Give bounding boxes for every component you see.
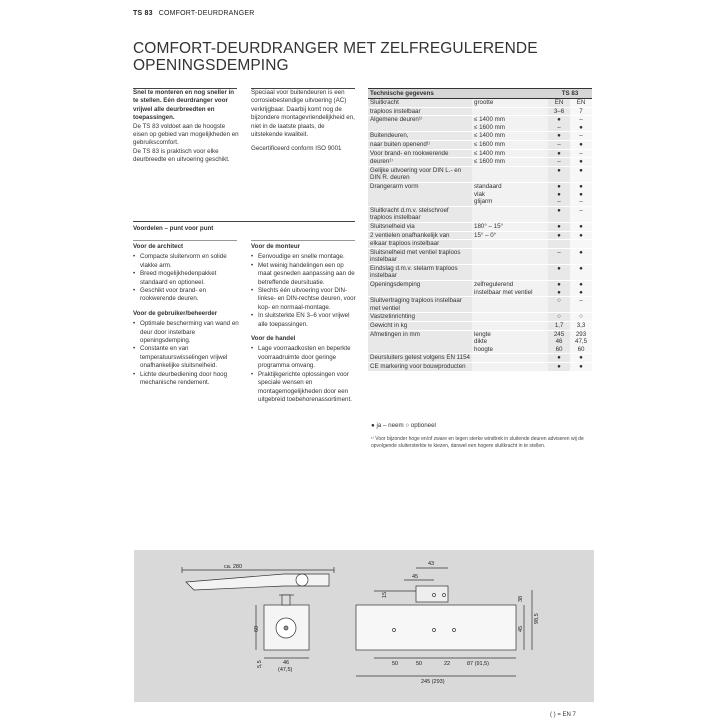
table-row	[368, 240, 592, 249]
table-cell: CE markering voor bouwproducten	[368, 363, 472, 371]
table-cell: ●	[548, 281, 570, 289]
table-cell: ●	[548, 363, 570, 371]
en7-note: ( ) = EN 7	[550, 712, 576, 718]
dim-5-5: 5,5	[257, 660, 263, 668]
table-row	[368, 107, 592, 116]
table-row	[368, 149, 592, 158]
table-cell	[472, 354, 548, 363]
table-cell	[472, 264, 548, 280]
table-cell: –	[570, 297, 592, 313]
table-cell: ●	[548, 116, 570, 124]
table-cell: ●	[570, 248, 592, 264]
table-cell: Vastzetinrichting	[368, 313, 472, 322]
table-cell: ●	[570, 281, 592, 289]
monteur-title: Voor de monteur	[251, 243, 301, 250]
table-cell	[368, 338, 472, 346]
table-cell: ●	[548, 289, 570, 297]
header-section: COMFORT-DEURDRANGER	[158, 10, 255, 17]
table-cell: ●	[570, 354, 592, 363]
table-cell: lengte	[472, 330, 548, 338]
table-cell: ≤ 1400 mm	[472, 132, 548, 141]
architect-list: • Compacte sluitervorm en solide vlakke arm. • Breed mogelijkhedenpakket standaard en optioneel. • Geschikt voor brand- en rookwerende deuren.	[133, 253, 241, 303]
intro-column: Snel te monteren en nog sneller in te stellen. Eén deurdranger voor vrijwel alle deurbreedten en toepassingen. De TS 83 voldoet aan de hoogste eisen op gebied van mogelijkheden en gebruikscomfort. De TS 83 is praktisch voor elke deurbreedte en uitvoering geschikt.	[133, 89, 239, 164]
dim-45: 45	[412, 574, 419, 580]
right-benefits	[251, 243, 357, 410]
table-cell	[472, 322, 548, 331]
table-cell: ●	[548, 149, 570, 158]
rule	[251, 240, 355, 241]
table-cell: Sluitsnelheid met ventiel traploos instelbaar	[368, 248, 472, 264]
table-cell: EN	[548, 99, 570, 108]
table-cell	[368, 191, 472, 199]
table-cell	[472, 206, 548, 222]
table-cell: ≤ 1400 mm	[472, 116, 548, 124]
table-cell: –	[570, 206, 592, 222]
table-cell	[472, 107, 548, 116]
table-cell: ●	[548, 191, 570, 199]
table-row	[368, 354, 592, 363]
table-row	[368, 363, 592, 371]
table-cell: ●	[548, 354, 570, 363]
table-cell: 47,5	[570, 338, 592, 346]
table-cell: –	[570, 132, 592, 141]
table-cell	[472, 240, 548, 249]
table-cell: ●	[548, 222, 570, 231]
table-row	[368, 206, 592, 222]
table-cell: ●	[548, 166, 570, 182]
table-cell: Sluitkracht	[368, 99, 472, 108]
dim-38: 38	[518, 595, 524, 602]
table-cell: ●	[548, 132, 570, 141]
table-row	[368, 297, 592, 313]
table-cell	[548, 240, 570, 249]
table-cell: naar buiten openend¹⁾	[368, 140, 472, 149]
table-cell: ●	[570, 222, 592, 231]
technical-drawing	[134, 550, 594, 702]
table-cell: 3–6	[548, 107, 570, 116]
dim-22: 22	[444, 661, 451, 667]
voordelen-heading: Voordelen – punt voor punt	[133, 225, 214, 232]
table-cell: ≤ 1600 mm	[472, 158, 548, 167]
dim-98-5: 98,5	[534, 613, 540, 624]
table-cell: ●	[570, 264, 592, 280]
table-cell	[472, 313, 548, 322]
table-cell: hoogte	[472, 346, 548, 354]
table-cell: grootte	[472, 99, 548, 108]
table-cell: 60	[570, 346, 592, 354]
page-header	[133, 10, 255, 17]
table-cell: ●	[570, 363, 592, 371]
arm-pivot	[296, 574, 308, 586]
dim-43: 43	[428, 561, 435, 567]
table-cell: Afmetingen in mm	[368, 330, 472, 338]
table-row	[368, 313, 592, 322]
table-cell: 180° – 15°	[472, 222, 548, 231]
table-cell: Deursluiters getest volgens EN 1154	[368, 354, 472, 363]
table-cell: –	[548, 124, 570, 132]
table-cell: Sluitvertraging traploos instelbaar met ventiel	[368, 297, 472, 313]
table-cell: ●	[570, 158, 592, 167]
tech-table	[368, 88, 592, 371]
table-cell: 15° – 0°	[472, 231, 548, 240]
table-cell: ●	[570, 182, 592, 190]
table-row	[368, 182, 592, 190]
table-row	[368, 99, 592, 108]
table-cell: vlak	[472, 191, 548, 199]
table-cell: –	[570, 116, 592, 124]
table-cell: ●	[548, 206, 570, 222]
table-cell: Sluitkracht d.m.v. stelschroef traploos instelbaar	[368, 206, 472, 222]
handel-list: • Lage voorraadkosten en beperkte voorraadruimte door geringe programma omvang. • Praktijkgerichte oplossingen voor speciale wensen en montagemogelijkheden door een uitgebreid toebehorenassortiment.	[251, 345, 357, 404]
table-row	[368, 124, 592, 132]
table-row	[368, 338, 592, 346]
rule	[133, 240, 237, 241]
table-row	[368, 132, 592, 141]
table-cell: Openingsdemping	[368, 281, 472, 289]
table-cell: Eindslag d.m.v. stelarm traploos instelbaar	[368, 264, 472, 280]
table-cell: 293	[570, 330, 592, 338]
table-cell: 245	[548, 330, 570, 338]
table-cell: –	[548, 198, 570, 206]
table-cell	[368, 289, 472, 297]
table-cell: elkaar traploos instelbaar	[368, 240, 472, 249]
table-row	[368, 281, 592, 289]
table-row	[368, 158, 592, 167]
table-cell: 1,7	[548, 322, 570, 331]
table-cell: ≤ 1600 mm	[472, 140, 548, 149]
table-cell: ●	[548, 182, 570, 190]
table-row	[368, 231, 592, 240]
table-cell	[472, 166, 548, 182]
dim-15: 15	[382, 591, 388, 598]
table-cell	[368, 198, 472, 206]
dim-46: 46	[283, 660, 290, 666]
table-cell: ●	[570, 191, 592, 199]
table-cell: ●	[570, 231, 592, 240]
table-cell: Gewicht in kg	[368, 322, 472, 331]
table-cell: Gelijke uitvoering voor DIN L.- en DIN R. deuren	[368, 166, 472, 182]
table-cell	[472, 363, 548, 371]
dim-47-5: (47,5)	[278, 667, 293, 673]
table-row	[368, 346, 592, 354]
table-cell	[368, 124, 472, 132]
table-cell: Buitendeuren,	[368, 132, 472, 141]
rule	[133, 221, 355, 222]
table-cell: ●	[570, 140, 592, 149]
handel-title: Voor de handel	[251, 335, 296, 343]
page-title: COMFORT-DEURDRANGER MET ZELFREGULERENDE OPENINGSDEMPING	[133, 40, 538, 74]
table-cell: Drangerarm vorm	[368, 182, 472, 190]
monteur-list: • Eenvoudige en snelle montage. • Met weinig handelingen een op maat gesneden aanpassing aan de betreffende deursituatie. • Slechts één uitvoering voor DIN-linkse- en DIN-rechtse deuren, voor kop- en normaal-montage. • In sluitsterkte EN 3–6 voor vrijwel alle toepassingen.	[251, 253, 357, 329]
table-cell: ≤ 1400 mm	[472, 149, 548, 158]
table-cell: dikte	[472, 338, 548, 346]
tech-table-header: Technische gegevens TS 83	[368, 89, 592, 99]
table-row	[368, 166, 592, 182]
table-cell: ●	[548, 264, 570, 280]
drawing-svg	[134, 550, 594, 702]
dim-87: 87 (91,5)	[467, 661, 490, 667]
table-cell: –	[548, 248, 570, 264]
table-cell: 3,3	[570, 322, 592, 331]
dim-45b: 45	[518, 625, 524, 632]
table-cell: glijarm	[472, 198, 548, 206]
table-row	[368, 248, 592, 264]
gebruiker-title: Voor de gebruiker/beheerder	[133, 309, 218, 317]
table-cell: ●	[548, 231, 570, 240]
table-cell	[570, 240, 592, 249]
model-code: TS 83	[133, 10, 153, 17]
table-cell: 60	[548, 346, 570, 354]
dim-245: 245 (293)	[421, 679, 445, 685]
table-row	[368, 198, 592, 206]
table-cell: deuren¹⁾	[368, 158, 472, 167]
table-cell: 7	[570, 107, 592, 116]
architect-title: Voor de architect	[133, 243, 184, 250]
closer-body-front	[356, 605, 516, 650]
intro-column-2: Speciaal voor buitendeuren is een corrosiebestendige uitvoering (AC) verkrijgbaar. Daarbij komt nog de bijzondere montagevriendelijkheid en, niet in de laatste plaats, de uitstekende kwaliteit. Gecertificeerd conform ISO 9001	[251, 89, 355, 153]
footnote: ¹⁾ Voor bijzonder hoge en/of zware en tegen sterke windtrek in sluitende deuren adviseren wij de opvolgende sluitersterkte te kiezen, danwel een hogere sluitkracht in te stellen.	[371, 436, 584, 449]
table-cell: –	[570, 149, 592, 158]
dim-ca280: ca. 280	[224, 564, 243, 570]
table-row	[368, 330, 592, 338]
table-cell	[472, 297, 548, 313]
table-cell: ●	[570, 166, 592, 182]
table-cell: Sluitsnelheid via	[368, 222, 472, 231]
table-cell: Voor brand- en rookwerende	[368, 149, 472, 158]
gebruiker-list: • Optimale bescherming van wand en deur door instelbare openingsdemping. • Constante en van temperatuurswisselingen vrijwel onafhankelijke sluitsnelheid. • Lichte deurbediening door hoog mechanische rendement.	[133, 320, 241, 387]
table-cell	[472, 248, 548, 264]
table-cell: ○	[570, 313, 592, 322]
table-cell: Algemene deuren¹⁾	[368, 116, 472, 124]
dim-50a: 50	[392, 661, 399, 667]
table-cell: instelbaar met ventiel	[472, 289, 548, 297]
table-row	[368, 264, 592, 280]
table-cell: ○	[548, 297, 570, 313]
table-cell: –	[570, 198, 592, 206]
left-benefits	[133, 243, 241, 394]
table-cell	[368, 346, 472, 354]
table-row	[368, 140, 592, 149]
table-cell: traploos instelbaar	[368, 107, 472, 116]
table-row	[368, 191, 592, 199]
table-cell: ●	[570, 289, 592, 297]
table-cell: ≤ 1600 mm	[472, 124, 548, 132]
table-row	[368, 289, 592, 297]
table-cell: 46	[548, 338, 570, 346]
table-cell: 2 ventielen onafhankelijk van	[368, 231, 472, 240]
dim-50b: 50	[416, 661, 423, 667]
table-cell: ●	[570, 124, 592, 132]
table-cell: standaard	[472, 182, 548, 190]
table-row	[368, 322, 592, 331]
table-cell: EN	[570, 99, 592, 108]
table-row	[368, 116, 592, 124]
table-row	[368, 222, 592, 231]
legend: ● ja – neem ○ optioneel	[371, 422, 436, 429]
table-cell: ○	[548, 313, 570, 322]
table-cell: –	[548, 140, 570, 149]
dim-60: 60	[254, 625, 260, 632]
table-cell: –	[548, 158, 570, 167]
table-cell: zelfregulerend	[472, 281, 548, 289]
